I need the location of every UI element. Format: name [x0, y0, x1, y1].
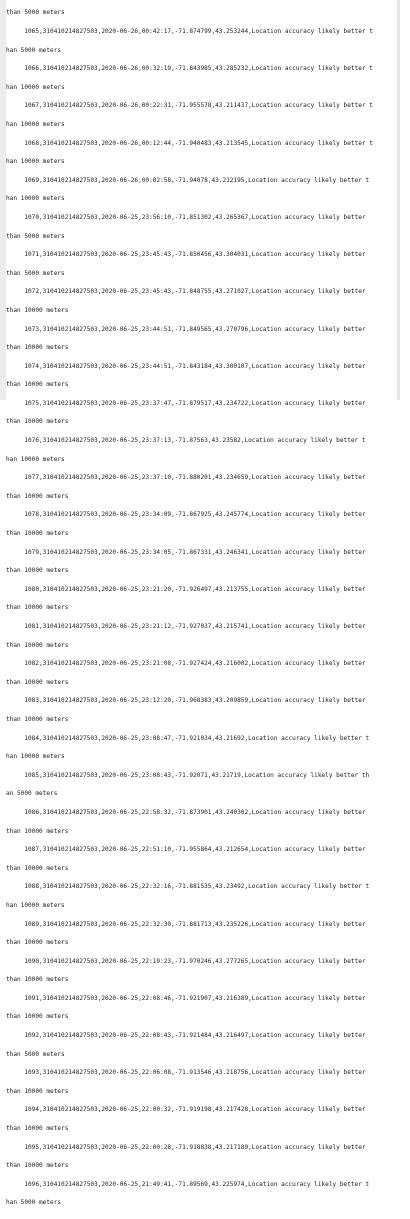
log-line: than 10000 meters: [6, 567, 69, 575]
log-line: than 10000 meters: [6, 827, 69, 835]
log-line: 1069,310410214827503,2020-06-26,00:02:58,-71.94078,43.212195,Location accuracy likely better t: [6, 176, 370, 184]
log-line: than 10000 meters: [6, 1087, 69, 1095]
log-line: han 10000 meters: [6, 195, 65, 203]
log-line: than 10000 meters: [6, 864, 69, 872]
log-line: 1087,310410214827503,2020-06-25,22:51:10,-71.955864,43.212654,Location accuracy likely better: [6, 846, 366, 854]
log-line: than 10000 meters: [6, 1162, 69, 1170]
log-line: than 10000 meters: [6, 492, 69, 500]
log-line: 1075,310410214827503,2020-06-25,23:37:47,-71.879517,43.234722,Location accuracy likely better: [6, 399, 366, 407]
log-line: 1086,310410214827503,2020-06-25,22:58:32,-71.873901,43.240302,Location accuracy likely better: [6, 808, 366, 816]
log-line: 1078,310410214827503,2020-06-25,23:34:09,-71.867925,43.245774,Location accuracy likely better: [6, 511, 366, 519]
log-line: 1072,310410214827503,2020-06-25,23:45:43,-71.848755,43.271027,Location accuracy likely better: [6, 288, 366, 296]
log-line: han 10000 meters: [6, 83, 65, 91]
log-line: 1066,310410214827503,2020-06-26,00:32:19,-71.843985,43.285232,Location accuracy likely better t: [6, 65, 373, 73]
log-line: han 10000 meters: [6, 455, 65, 463]
log-line: 1076,310410214827503,2020-06-25,23:37:13,-71.87563,43.23582,Location accuracy likely better t: [6, 437, 366, 445]
log-line: 1096,310410214827503,2020-06-25,21:49:41,-71.89569,43.225974,Location accuracy likely better t: [6, 1180, 370, 1188]
log-line: 1071,310410214827503,2020-06-25,23:45:43,-71.850456,43.304031,Location accuracy likely better: [6, 251, 366, 259]
log-line: 1084,310410214827503,2020-06-25,23:08:47,-71.921034,43.21692,Location accuracy likely better t: [6, 734, 370, 742]
log-line: 1094,310410214827503,2020-06-25,22:00:32,-71.919198,43.217428,Location accuracy likely better: [6, 1106, 366, 1114]
log-line: than 10000 meters: [6, 306, 69, 314]
log-line: than 10000 meters: [6, 344, 69, 352]
log-line: 1085,310410214827503,2020-06-25,23:08:43,-71.92071,43.21719,Location accuracy likely better th: [6, 771, 370, 779]
log-line: than 5000 meters: [6, 1050, 65, 1058]
log-line: than 5000 meters: [6, 232, 65, 240]
log-line: 1095,310410214827503,2020-06-25,22:00:28,-71.918838,43.217189,Location accuracy likely better: [6, 1143, 366, 1151]
log-line: than 10000 meters: [6, 641, 69, 649]
log-line: than 10000 meters: [6, 604, 69, 612]
log-line: 1080,310410214827503,2020-06-25,23:21:20,-71.926497,43.213755,Location accuracy likely better: [6, 585, 366, 593]
log-line: 1074,310410214827503,2020-06-25,23:44:51,-71.843184,43.300107,Location accuracy likely better: [6, 362, 366, 370]
log-line: han 10000 meters: [6, 120, 65, 128]
log-line: than 10000 meters: [6, 530, 69, 538]
log-line: 1092,310410214827503,2020-06-25,22:08:43,-71.921484,43.216497,Location accuracy likely better: [6, 1032, 366, 1040]
log-line: 1073,310410214827503,2020-06-25,23:44:51,-71.849565,43.270796,Location accuracy likely better: [6, 325, 366, 333]
log-line: than 10000 meters: [6, 939, 69, 947]
log-line: 1077,310410214827503,2020-06-25,23:37:10,-71.880201,43.234659,Location accuracy likely better: [6, 474, 366, 482]
log-line: han 5000 meters: [6, 46, 62, 54]
log-line: han 10000 meters: [6, 753, 65, 761]
log-line: than 10000 meters: [6, 381, 69, 389]
log-line: than 10000 meters: [6, 678, 69, 686]
log-line: 1083,310410214827503,2020-06-25,23:12:20,-71.968383,43.209859,Location accuracy likely better: [6, 697, 366, 705]
log-line: 1093,310410214827503,2020-06-25,22:06:08,-71.913546,43.218756,Location accuracy likely better: [6, 1069, 366, 1077]
log-line: 1079,310410214827503,2020-06-25,23:34:05,-71.867331,43.246341,Location accuracy likely better: [6, 548, 366, 556]
log-line: than 5000 meters: [6, 269, 65, 277]
log-line: 1065,310410214827503,2020-06-26,00:42:17,-71.874799,43.253244,Location accuracy likely better t: [6, 28, 373, 35]
log-line: than 10000 meters: [6, 418, 69, 426]
log-line: than 5000 meters: [6, 9, 65, 17]
log-line: than 10000 meters: [6, 1013, 69, 1021]
log-line: 1067,310410214827503,2020-06-26,00:22:31,-71.955578,43.211437,Location accuracy likely better t: [6, 102, 373, 110]
log-line: 1090,310410214827503,2020-06-25,22:19:23,-71.970246,43.277265,Location accuracy likely better: [6, 957, 366, 965]
log-line: 1068,310410214827503,2020-06-26,00:12:44,-71.940483,43.213545,Location accuracy likely better t: [6, 139, 373, 147]
log-line: 1088,310410214827503,2020-06-25,22:32:16,-71.881535,43.23492,Location accuracy likely better t: [6, 883, 370, 891]
log-line: han 10000 meters: [6, 901, 65, 909]
log-line: 1089,310410214827503,2020-06-25,22:32:30,-71.881713,43.235226,Location accuracy likely better: [6, 920, 366, 928]
log-line: than 10000 meters: [6, 1125, 69, 1133]
log-line: han 10000 meters: [6, 158, 65, 166]
log-line: han 5000 meters: [6, 1199, 62, 1207]
log-line: 1091,310410214827503,2020-06-25,22:08:46,-71.921907,43.216389,Location accuracy likely better: [6, 994, 366, 1002]
log-line: 1070,310410214827503,2020-06-25,23:56:10,-71.851302,43.265367,Location accuracy likely better: [6, 213, 366, 221]
log-line: than 10000 meters: [6, 715, 69, 723]
log-line: 1082,310410214827503,2020-06-25,23:21:08,-71.927424,43.216002,Location accuracy likely better: [6, 660, 366, 668]
location-log-text: [6, 0, 410, 1219]
log-line: than 10000 meters: [6, 976, 69, 984]
log-line: an 5000 meters: [6, 790, 58, 798]
log-line: 1081,310410214827503,2020-06-25,23:21:12,-71.927037,43.215741,Location accuracy likely better: [6, 623, 366, 630]
